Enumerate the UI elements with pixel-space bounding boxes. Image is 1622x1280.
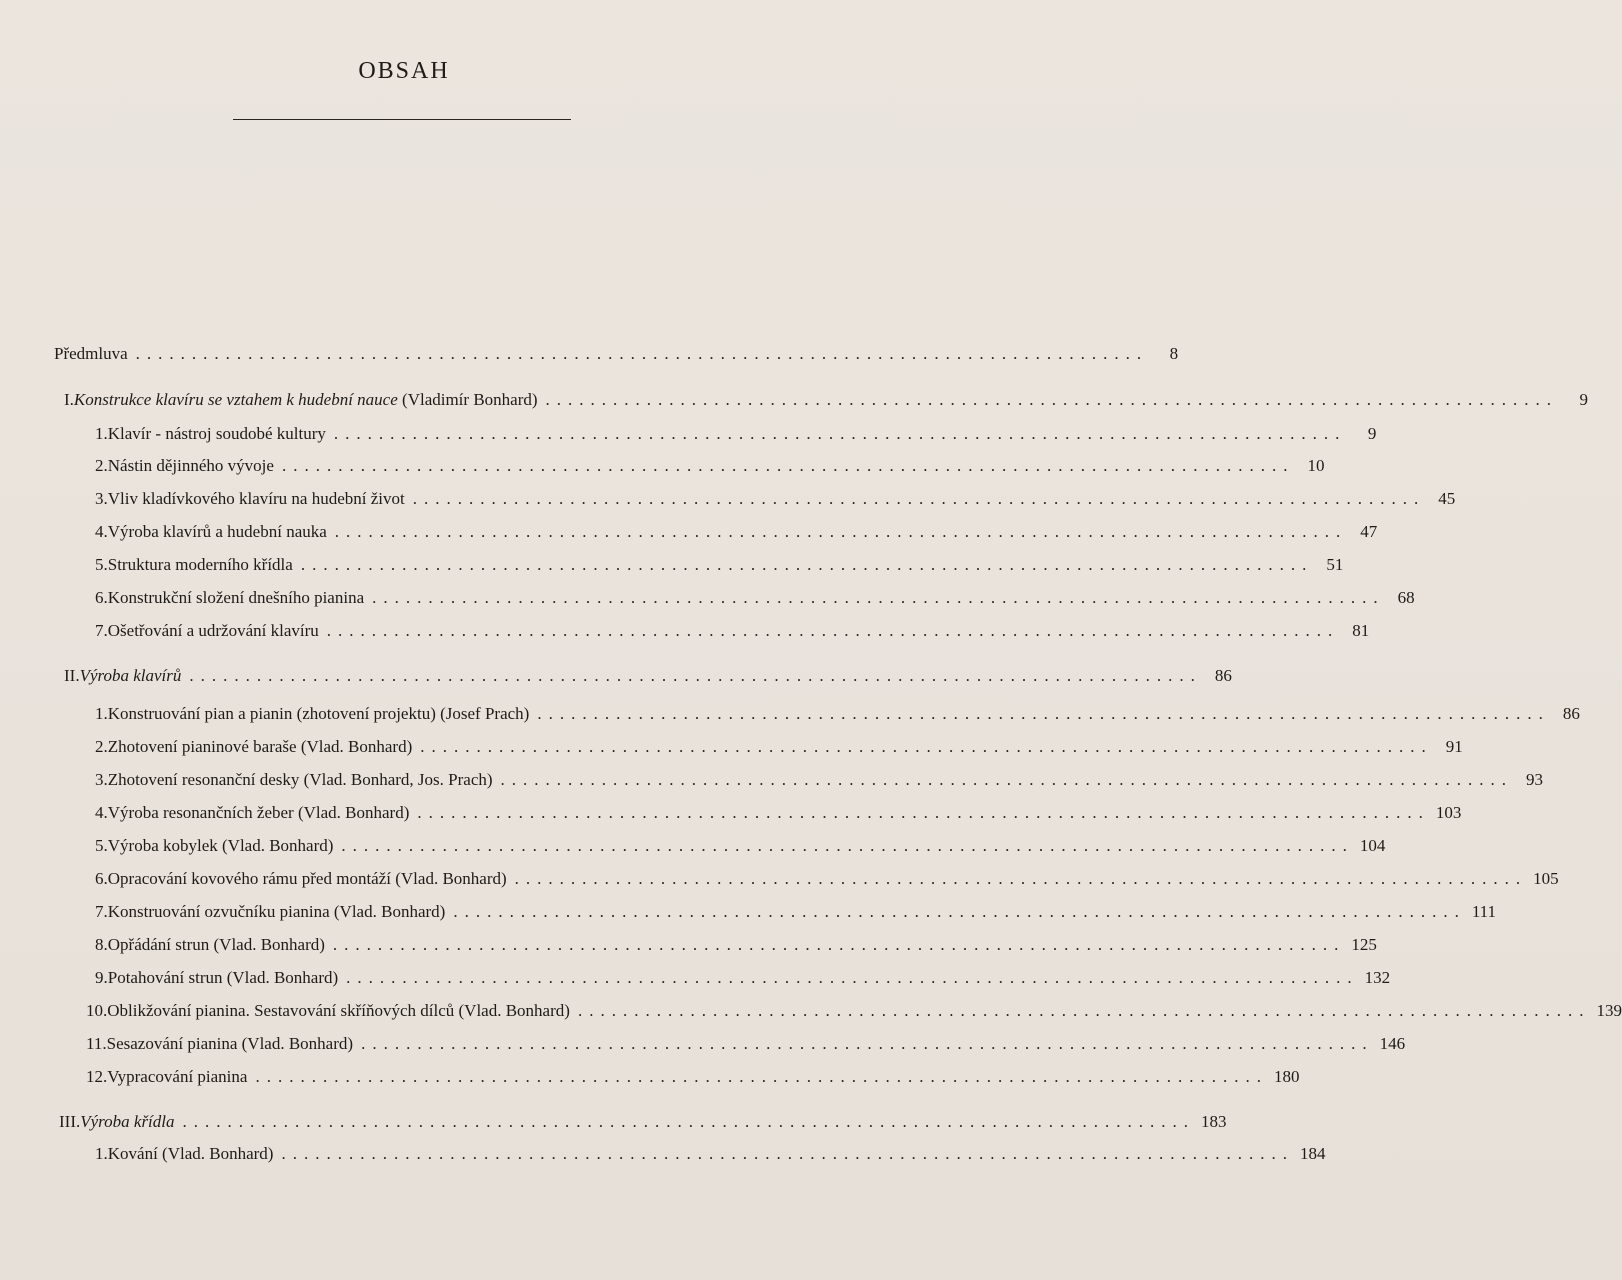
toc-leader: .......................................................................................... — [182, 1112, 1196, 1131]
toc-label: Opracování kovového rámu před montáží (Vlad. Bonhard) — [107, 869, 507, 888]
toc-number: 5. — [95, 555, 108, 574]
toc-page: 86 — [1214, 666, 1232, 685]
toc-label: Předmluva — [54, 344, 128, 363]
toc-leader: .......................................................................................... — [341, 836, 1354, 855]
toc-page: 51 — [1326, 555, 1344, 574]
toc-page: 125 — [1351, 935, 1377, 954]
toc-label: Sesazování pianina (Vlad. Bonhard) — [106, 1034, 354, 1053]
toc-number: 1. — [95, 704, 108, 723]
toc-page: 9 — [1367, 424, 1377, 443]
toc-entry — [86, 1000, 1622, 1022]
page-title: OBSAH — [358, 58, 450, 84]
toc-number: 7. — [95, 621, 108, 640]
toc-label: Opřádání strun (Vlad. Bonhard) — [107, 935, 325, 954]
toc-leader: .......................................................................................... — [412, 489, 1426, 508]
toc-number: 2. — [95, 456, 108, 475]
toc-label: Výroba kobylek (Vlad. Bonhard) — [107, 836, 334, 855]
toc-page: 45 — [1438, 489, 1456, 508]
toc-leader: .......................................................................................... — [334, 522, 1348, 541]
toc-page: 139 — [1596, 1001, 1622, 1020]
toc-entry — [95, 488, 1456, 510]
toc-page: 47 — [1360, 522, 1378, 541]
toc-leader: .......................................................................................... — [281, 456, 1295, 475]
toc-page: 9 — [1579, 390, 1589, 409]
toc-entry — [86, 1033, 1406, 1055]
toc-page: 180 — [1273, 1067, 1300, 1086]
toc-number: 4. — [95, 803, 108, 822]
toc-leader: .......................................................................................... — [500, 770, 1514, 789]
toc-label-italic: Výroba klavírů — [79, 666, 182, 685]
toc-number: 6. — [95, 588, 108, 607]
toc-page: 104 — [1359, 836, 1386, 855]
toc-number: III. — [59, 1112, 81, 1131]
toc-number: 3. — [95, 489, 108, 508]
toc-leader: .......................................................................................... — [372, 588, 1385, 607]
toc-page: 111 — [1471, 902, 1497, 921]
toc-page: 183 — [1201, 1112, 1227, 1131]
toc-label: Konstruování ozvučníku pianina (Vlad. Bonhard) — [107, 902, 446, 921]
toc-label: Struktura moderního křídla — [107, 555, 293, 574]
toc-label: Zhotovení pianinové baraše (Vlad. Bonhard) — [107, 737, 413, 756]
toc-number: 10. — [86, 1001, 108, 1020]
toc-label-italic: Výroba křídla — [80, 1112, 175, 1131]
toc-chapter — [59, 1111, 1227, 1133]
toc-label: Nástin dějinného vývoje — [107, 456, 274, 475]
toc-label: Výroba klavírů a hudební nauka — [107, 522, 327, 541]
toc-entry — [95, 620, 1370, 642]
toc-page: 86 — [1562, 704, 1580, 723]
toc-label: Klavír - nástroj soudobé kultury — [107, 424, 326, 443]
toc-label: Oblikžování pianina. Sestavování skříňových dílců (Vlad. Bonhard) — [107, 1001, 570, 1020]
toc-entry — [54, 343, 1179, 365]
toc-page: 132 — [1364, 968, 1391, 987]
toc-entry — [95, 703, 1580, 725]
toc-entry — [95, 521, 1378, 543]
toc-label — [80, 665, 182, 687]
toc-leader: .......................................................................................... — [281, 1144, 1294, 1163]
toc-label: Výroba resonančních žeber (Vlad. Bonhard) — [107, 803, 410, 822]
toc-page: 91 — [1445, 737, 1463, 756]
toc-label: Ošetřování a udržování klavíru — [107, 621, 319, 640]
toc-leader: .......................................................................................... — [333, 424, 1347, 443]
toc-leader: .......................................................................................... — [420, 737, 1433, 756]
toc-number: I. — [64, 390, 74, 409]
toc-label — [80, 1111, 174, 1133]
toc-leader: .......................................................................................... — [332, 935, 1346, 954]
toc-label: Konstrukční složení dnešního pianina — [107, 588, 365, 607]
toc-leader: .......................................................................................... — [537, 704, 1550, 723]
toc-page: 184 — [1299, 1144, 1326, 1163]
toc-label: Potahování strun (Vlad. Bonhard) — [107, 968, 339, 987]
toc-number: 11. — [86, 1034, 107, 1053]
toc-entry — [95, 934, 1377, 956]
toc-number: 7. — [95, 902, 108, 921]
toc-leader: .......................................................................................... — [545, 390, 1559, 409]
toc-entry — [95, 423, 1377, 445]
toc-number: 5. — [95, 836, 108, 855]
toc-entry — [95, 835, 1386, 857]
toc-chapter — [64, 665, 1232, 687]
toc-entry — [95, 901, 1497, 923]
toc-label: Vliv kladívkového klavíru na hudební život — [107, 489, 405, 508]
toc-label: Zhotovení resonanční desky (Vlad. Bonhard, Jos. Prach) — [107, 770, 493, 789]
toc-leader: .......................................................................................... — [300, 555, 1314, 574]
toc-entry — [95, 554, 1344, 576]
toc-leader: .......................................................................................... — [577, 1001, 1591, 1020]
toc-entry — [95, 736, 1463, 758]
toc-label: Vypracování pianina — [107, 1067, 248, 1086]
toc-entry — [95, 1143, 1326, 1165]
toc-leader: .......................................................................................... — [453, 902, 1466, 921]
toc-label — [74, 389, 538, 411]
toc-label-italic: Konstrukce klavíru se vztahem k hudební nauce — [73, 390, 398, 409]
toc-page: 105 — [1533, 869, 1559, 888]
toc-page: 8 — [1169, 344, 1179, 363]
toc-leader: .......................................................................................... — [189, 666, 1202, 685]
toc-number: 3. — [95, 770, 108, 789]
title-rule — [233, 119, 571, 120]
toc-number: 6. — [95, 869, 108, 888]
toc-page: 68 — [1397, 588, 1415, 607]
toc-leader: .......................................................................................... — [326, 621, 1340, 640]
toc-leader: .......................................................................................... — [346, 968, 1359, 987]
toc-chapter — [64, 389, 1589, 411]
toc-number: 4. — [95, 522, 108, 541]
toc-entry — [95, 455, 1325, 477]
toc-label: Konstruování pian a pianin (zhotovení projektu) (Josef Prach) — [107, 704, 530, 723]
toc-page: 93 — [1526, 770, 1544, 789]
toc-entry — [95, 868, 1559, 890]
toc-number: 1. — [95, 1144, 108, 1163]
toc-leader: .......................................................................................... — [514, 869, 1528, 888]
toc-number: 8. — [95, 935, 108, 954]
toc-number: II. — [64, 666, 80, 685]
toc-entry — [95, 802, 1462, 824]
toc-entry — [95, 587, 1415, 609]
toc-entry — [95, 769, 1544, 791]
toc-leader: .......................................................................................... — [135, 344, 1149, 363]
toc-entry — [95, 967, 1391, 989]
toc-page: 103 — [1435, 803, 1462, 822]
toc-number: 2. — [95, 737, 108, 756]
toc-page: 10 — [1307, 456, 1325, 475]
toc-number: 9. — [95, 968, 108, 987]
toc-leader: .......................................................................................... — [417, 803, 1430, 822]
toc-page: 146 — [1379, 1034, 1406, 1053]
toc-leader: .......................................................................................... — [361, 1034, 1374, 1053]
toc-entry — [86, 1066, 1300, 1088]
toc-label-author: (Vladimír Bonhard) — [402, 390, 538, 409]
toc-number: 12. — [86, 1067, 108, 1086]
toc-leader: .......................................................................................... — [255, 1067, 1268, 1086]
toc-page: 81 — [1352, 621, 1370, 640]
toc-label: Kování (Vlad. Bonhard) — [107, 1144, 274, 1163]
toc-number: 1. — [95, 424, 108, 443]
